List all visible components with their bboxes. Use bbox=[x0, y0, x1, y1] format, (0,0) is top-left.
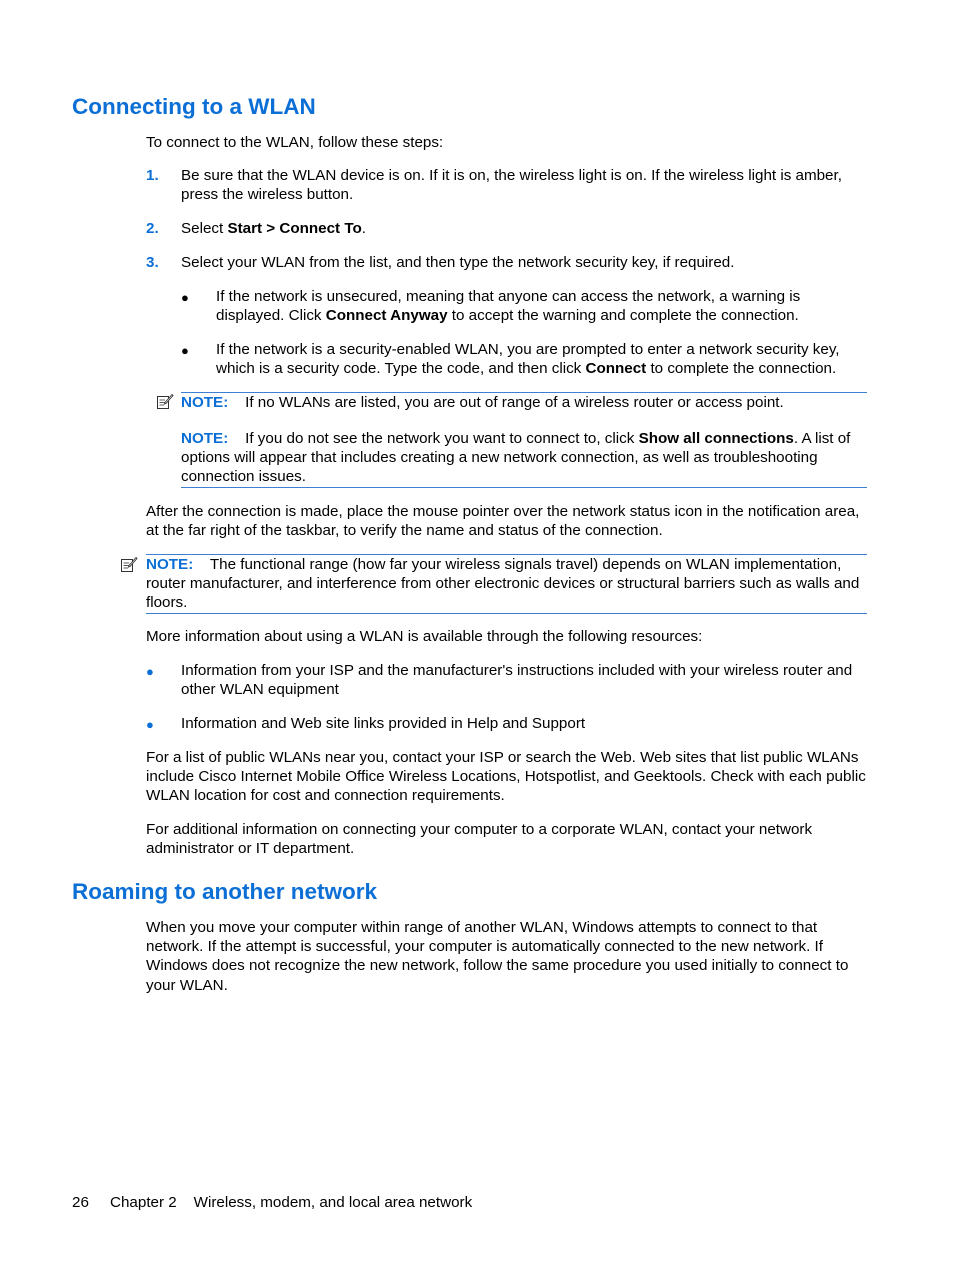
roaming-text: When you move your computer within range of another WLAN, Windows attempts to connect to that network. If the attempt is successful, your computer is automatically connected to the new network. If Windows does not recognize the new network, follow the same procedure you used initially to connect to your WLAN. bbox=[146, 919, 849, 994]
chapter-label: Chapter 2 bbox=[110, 1194, 177, 1211]
corporate-wlan-text: For additional information on connecting your computer to a corporate WLAN, contact your network administrator or IT department. bbox=[146, 821, 813, 858]
note-text: NOTE: The functional range (how far your wireless signals travel) depends on WLAN implementation, router manufacturer, and interference from other electronic devices or structural barriers such as walls and floors. bbox=[146, 556, 860, 612]
page-number: 26 bbox=[72, 1194, 89, 1211]
resource-item: Information from your ISP and the manufacturer's instructions included with your wireless router and other WLAN equipment bbox=[181, 662, 853, 699]
more-info-text: More information about using a WLAN is available through the following resources: bbox=[146, 628, 703, 645]
sub-bullet-text: If the network is a security-enabled WLAN, you are prompted to enter a network security key, which is a security code. Type the code, and then click Connect to complete the connection. bbox=[216, 341, 840, 378]
note-pencil-icon bbox=[120, 556, 138, 574]
step-number: 3. bbox=[146, 254, 159, 271]
bullet-dot: ● bbox=[181, 343, 189, 358]
note-pencil-icon bbox=[156, 393, 174, 411]
step-number: 1. bbox=[146, 167, 159, 184]
sub-bullet-text: If the network is unsecured, meaning that anyone can access the network, a warning is displayed. Click Connect Anyway to accept the warning and complete the connection. bbox=[216, 288, 801, 325]
step-text: Select Start > Connect To. bbox=[181, 220, 366, 237]
step-text: Be sure that the WLAN device is on. If it is on, the wireless light is on. If the wireless light is amber, press the wireless button. bbox=[181, 167, 842, 204]
note-text: NOTE: If you do not see the network you want to connect to, click Show all connections. A list of options will appear that includes creating a new network connection, as well as troubleshooting connection issues. bbox=[181, 430, 851, 486]
bullet-dot: ● bbox=[146, 717, 154, 732]
bullet-dot: ● bbox=[181, 290, 189, 305]
section-heading-roaming: Roaming to another network bbox=[72, 879, 378, 904]
after-connection-text: After the connection is made, place the mouse pointer over the network status icon in the notification area, at the far right of the taskbar, to verify the name and status of the connection. bbox=[146, 503, 860, 540]
step-text: Select your WLAN from the list, and then type the network security key, if required. bbox=[181, 254, 735, 271]
chapter-title: Wireless, modem, and local area network bbox=[193, 1194, 473, 1211]
step-number: 2. bbox=[146, 220, 159, 237]
note-text: NOTE: If no WLANs are listed, you are out of range of a wireless router or access point. bbox=[181, 394, 784, 411]
page-footer bbox=[72, 1193, 472, 1212]
public-wlans-text: For a list of public WLANs near you, contact your ISP or search the Web. Web sites that list public WLANs include Cisco Internet Mobile Office Wireless Locations, Hotspotlist, and Geektools. Check with each public WLAN location for cost and connection requirements. bbox=[146, 749, 866, 805]
resource-item: Information and Web site links provided in Help and Support bbox=[181, 715, 586, 732]
intro-text: To connect to the WLAN, follow these steps: bbox=[146, 134, 444, 151]
section-heading-connecting: Connecting to a WLAN bbox=[72, 94, 316, 119]
bullet-dot: ● bbox=[146, 664, 154, 679]
